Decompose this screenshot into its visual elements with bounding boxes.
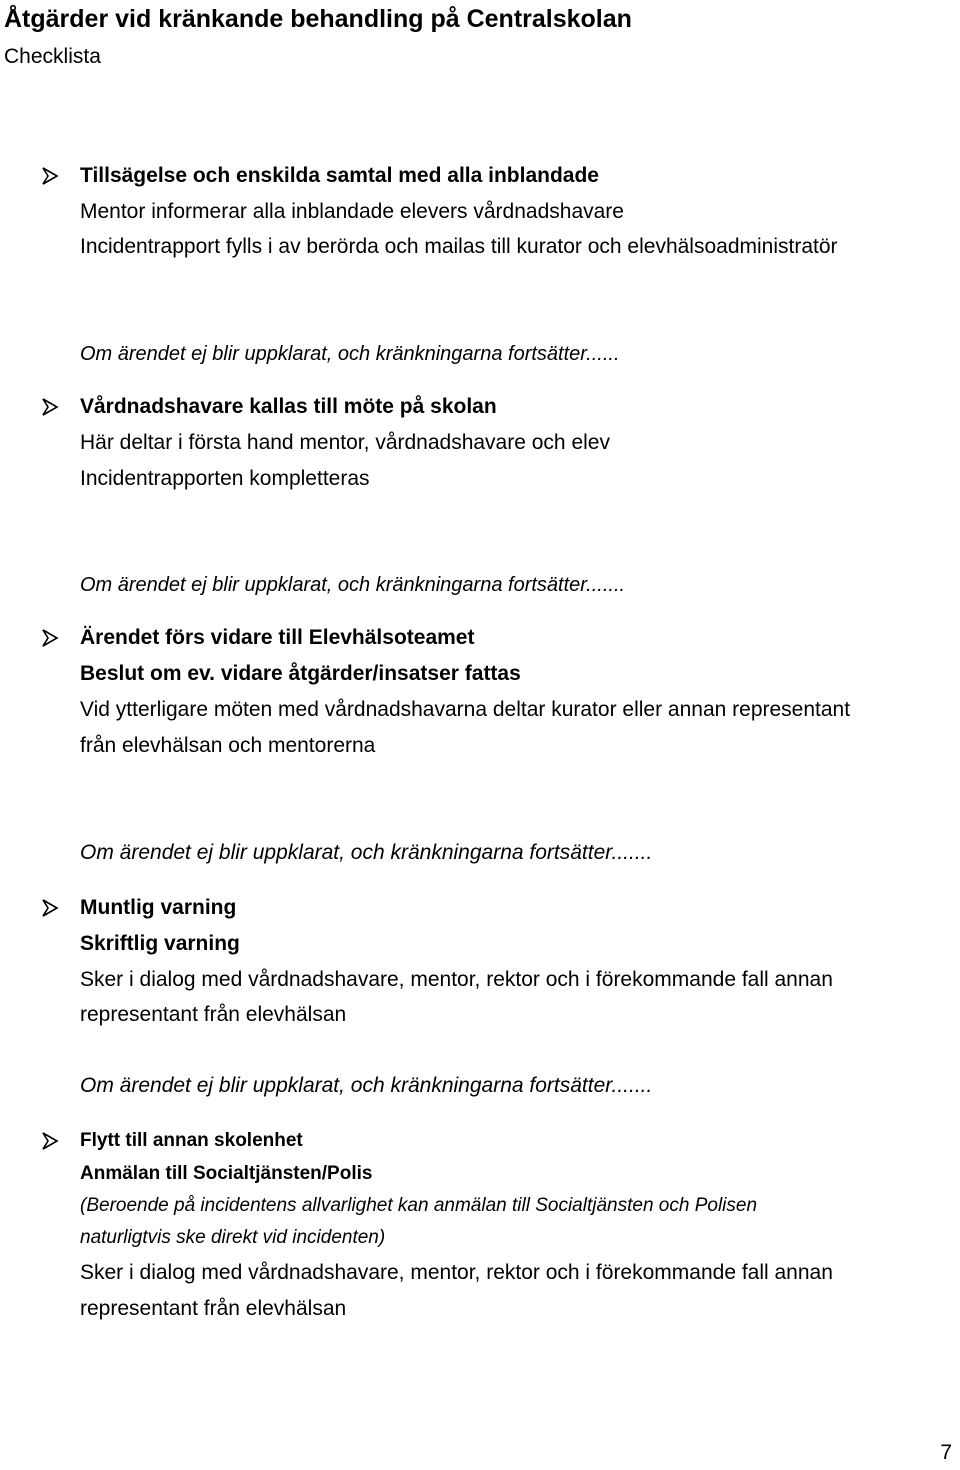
arrow-bullet-icon [40, 628, 60, 648]
step-5-condition-note: Om ärendet ej blir uppklarat, och kränkningarna fortsätter....... [80, 1074, 653, 1097]
step-5-italic-line-1: (Beroende på incidentens allvarlighet kan anmälan till Socialtjänsten och Polisen [80, 1195, 758, 1216]
page-number: 7 [940, 1441, 952, 1464]
page-title: Åtgärder vid kränkande behandling på Centralskolan [4, 5, 632, 33]
step-3-line-1: Vid ytterligare möten med vårdnadshavarna deltar kurator eller annan representant [80, 698, 851, 721]
step-5-italic-line-2: naturligtvis ske direkt vid incidenten) [80, 1227, 386, 1248]
step-2-line-1: Här deltar i första hand mentor, vårdnadshavare och elev [80, 431, 610, 454]
step-4-heading-2: Skriftlig varning [80, 932, 240, 955]
step-5-heading-2: Anmälan till Socialtjänsten/Polis [80, 1163, 373, 1184]
step-1-line-1: Mentor informerar alla inblandade elevers vårdnadshavare [80, 200, 624, 223]
arrow-bullet-icon [40, 166, 60, 186]
step-2-heading: Vårdnadshavare kallas till möte på skolan [80, 395, 497, 418]
arrow-bullet-icon [40, 898, 60, 918]
step-1-line-2: Incidentrapport fylls i av berörda och mailas till kurator och elevhälsoadministratör [80, 235, 838, 258]
page-subtitle: Checklista [4, 45, 101, 68]
step-4-line-2: representant från elevhälsan [80, 1003, 347, 1026]
step-3-heading-2: Beslut om ev. vidare åtgärder/insatser fattas [80, 662, 521, 685]
arrow-bullet-icon [40, 1131, 60, 1151]
step-4-condition-note: Om ärendet ej blir uppklarat, och kränkningarna fortsätter....... [80, 841, 653, 864]
step-4-line-1: Sker i dialog med vårdnadshavare, mentor, rektor och i förekommande fall annan [80, 968, 833, 991]
step-2-line-2: Incidentrapporten kompletteras [80, 467, 370, 490]
step-1-heading: Tillsägelse och enskilda samtal med alla inblandade [80, 164, 599, 187]
step-3-line-2: från elevhälsan och mentorerna [80, 734, 376, 757]
step-4-heading: Muntlig varning [80, 896, 237, 919]
step-3-heading: Ärendet förs vidare till Elevhälsoteamet [80, 626, 475, 649]
step-5-line-1: Sker i dialog med vårdnadshavare, mentor, rektor och i förekommande fall annan [80, 1261, 833, 1284]
step-3-condition-note: Om ärendet ej blir uppklarat, och kränkningarna fortsätter....... [80, 574, 626, 596]
arrow-bullet-icon [40, 397, 60, 417]
step-2-condition-note: Om ärendet ej blir uppklarat, och kränkningarna fortsätter...... [80, 343, 620, 365]
step-5-heading: Flytt till annan skolenhet [80, 1130, 303, 1151]
step-5-line-2: representant från elevhälsan [80, 1297, 347, 1320]
